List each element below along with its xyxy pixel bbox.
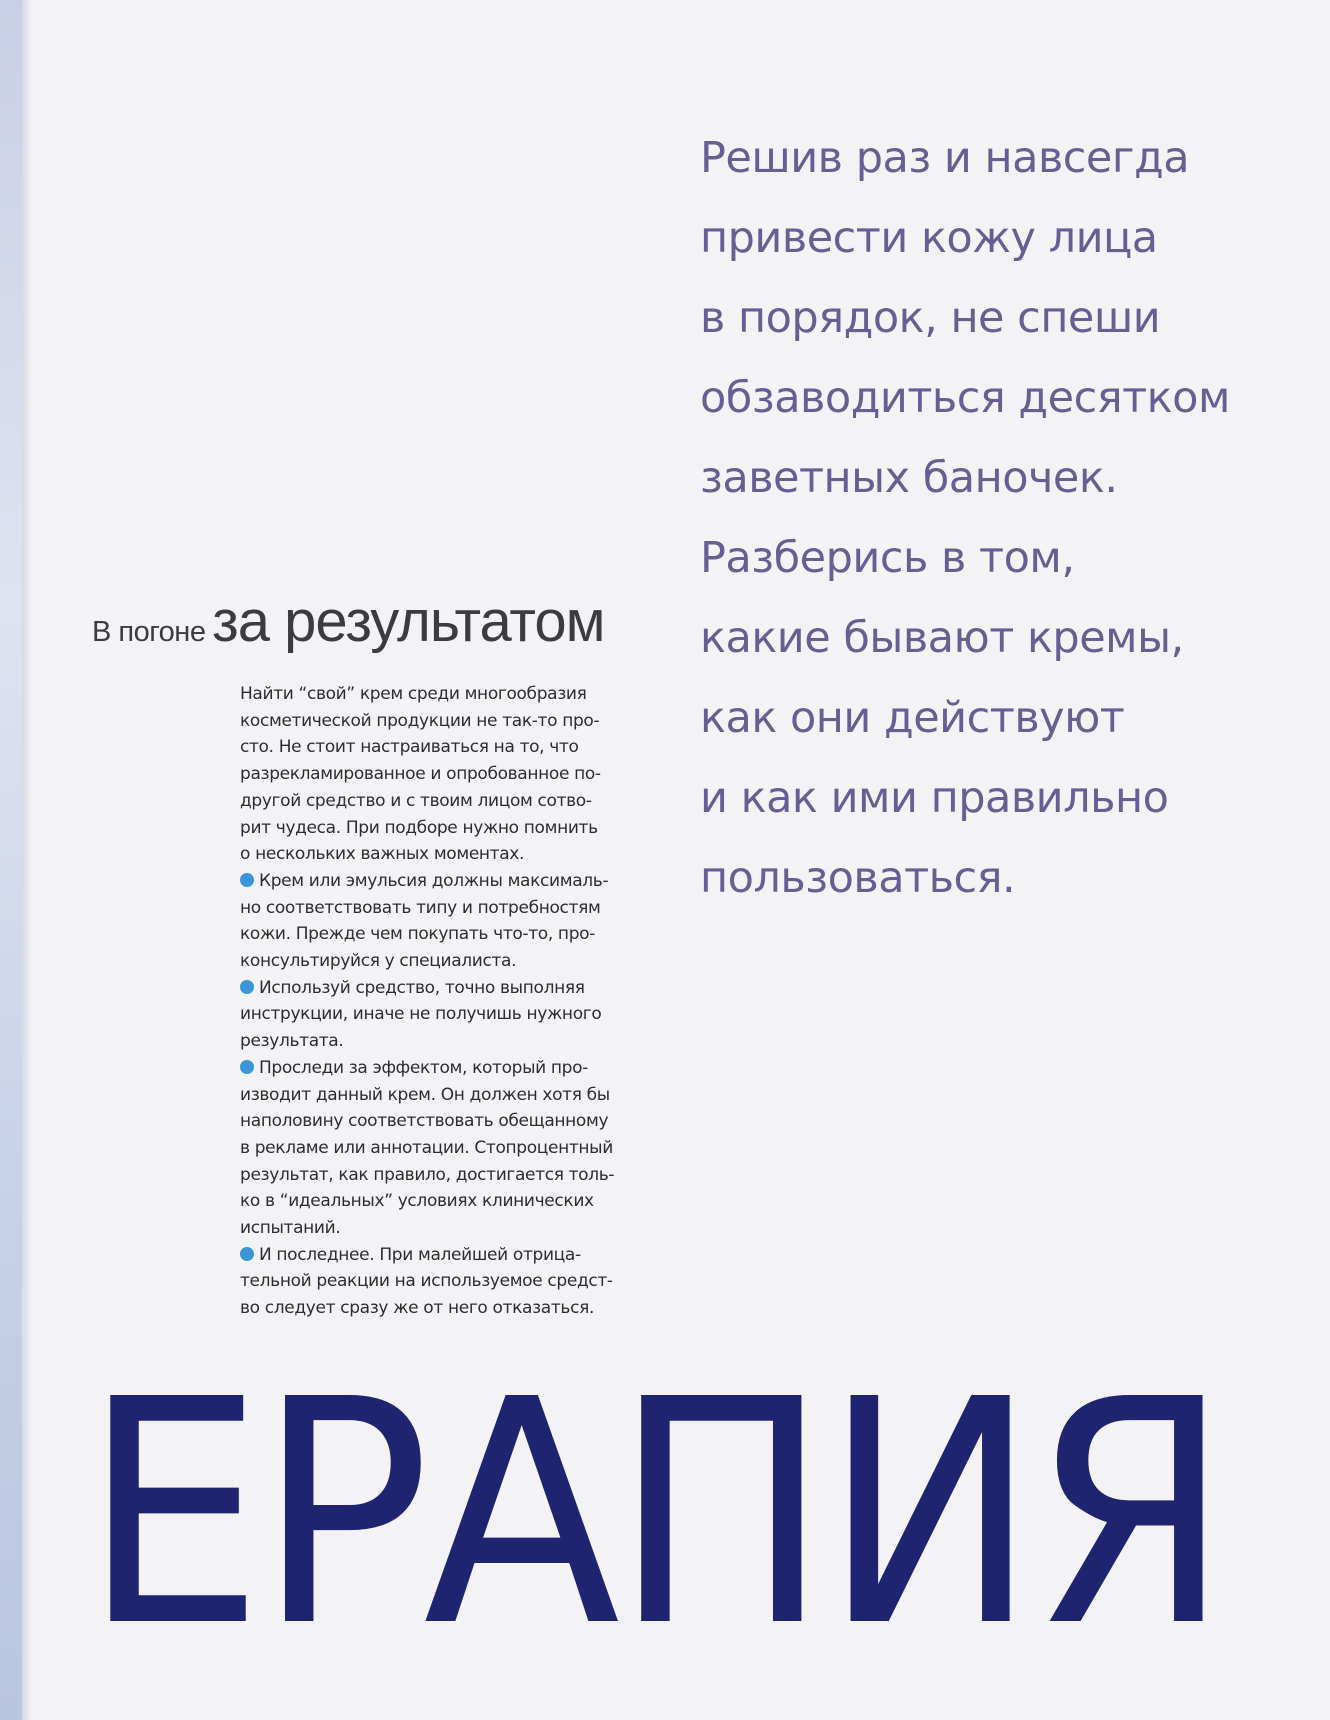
bullet-dot-icon — [240, 873, 254, 887]
body-line: результат, как правило, достигается толь- — [240, 1164, 615, 1185]
intro-text — [700, 118, 1300, 918]
body-line: инструкции, иначе не получишь нужного — [240, 1004, 602, 1025]
body-line: в рекламе или аннотации. Стопроцентный — [240, 1137, 613, 1158]
bullet-dot-icon — [240, 980, 254, 994]
body-line: результата. — [240, 1031, 344, 1052]
bullet-text: И последнее. При малейшей отрица- — [259, 1244, 581, 1265]
body-line: разрекламированное и опробованное по- — [240, 764, 601, 785]
bullet-text: Используй средство, точно выполняя — [259, 977, 585, 998]
big-title-word: ЕРАПИЯ — [82, 1334, 1224, 1695]
intro-line: в порядок, не спеши — [700, 293, 1161, 343]
article-body — [240, 681, 660, 1322]
intro-line: как они действуют — [700, 693, 1125, 743]
body-line: консультируйся у специалиста. — [240, 951, 517, 972]
page-edge-shadow — [22, 0, 32, 1720]
body-line: испытаний. — [240, 1218, 341, 1239]
body-line: тельной реакции на используемое средст- — [240, 1271, 613, 1292]
page-edge-photo — [0, 0, 22, 1720]
body-line: ко в “идеальных” условиях клинических — [240, 1191, 594, 1212]
body-line-bulleted — [240, 868, 660, 895]
intro-line: и как ими правильно — [700, 773, 1169, 823]
body-line: но соответствовать типу и потребностям — [240, 897, 601, 918]
intro-line: обзаводиться десятком — [700, 373, 1230, 423]
heading-small: В погоне — [92, 616, 206, 648]
body-line-bulleted — [240, 1242, 660, 1269]
body-line: кожи. Прежде чем покупать что-то, про- — [240, 924, 595, 945]
intro-line: привести кожу лица — [700, 213, 1158, 263]
bullet-dot-icon — [240, 1060, 254, 1074]
body-line: другой средство и с твоим лицом сотво- — [240, 790, 592, 811]
body-line: Найти “свой” крем среди многообразия — [240, 684, 587, 704]
body-line: косметической продукции не так-то про- — [240, 710, 600, 731]
body-line: наполовину соответствовать обещанному — [240, 1111, 609, 1132]
heading-big: за результатом — [212, 589, 605, 654]
bullet-dot-icon — [240, 1247, 254, 1261]
intro-line: пользоваться. — [700, 853, 1016, 903]
intro-line: Разберись в том, — [700, 533, 1075, 583]
intro-line: какие бывают кремы, — [700, 613, 1184, 663]
body-line: изводит данный крем. Он должен хотя бы — [240, 1084, 610, 1105]
bullet-text: Крем или эмульсия должны максималь- — [259, 870, 609, 891]
intro-line: заветных баночек. — [700, 453, 1118, 503]
bullet-text: Проследи за эффектом, который про- — [259, 1057, 588, 1078]
article-heading — [92, 588, 672, 655]
body-line: рит чудеса. При подборе нужно помнить — [240, 817, 598, 838]
body-line: о нескольких важных моментах. — [240, 844, 525, 865]
body-line: сто. Не стоит настраиваться на то, что — [240, 737, 579, 758]
body-line-bulleted — [240, 975, 660, 1002]
body-line-bulleted — [240, 1055, 660, 1082]
intro-line: Решив раз и навсегда — [700, 133, 1190, 183]
body-line: во следует сразу же от него отказаться. — [240, 1298, 595, 1319]
